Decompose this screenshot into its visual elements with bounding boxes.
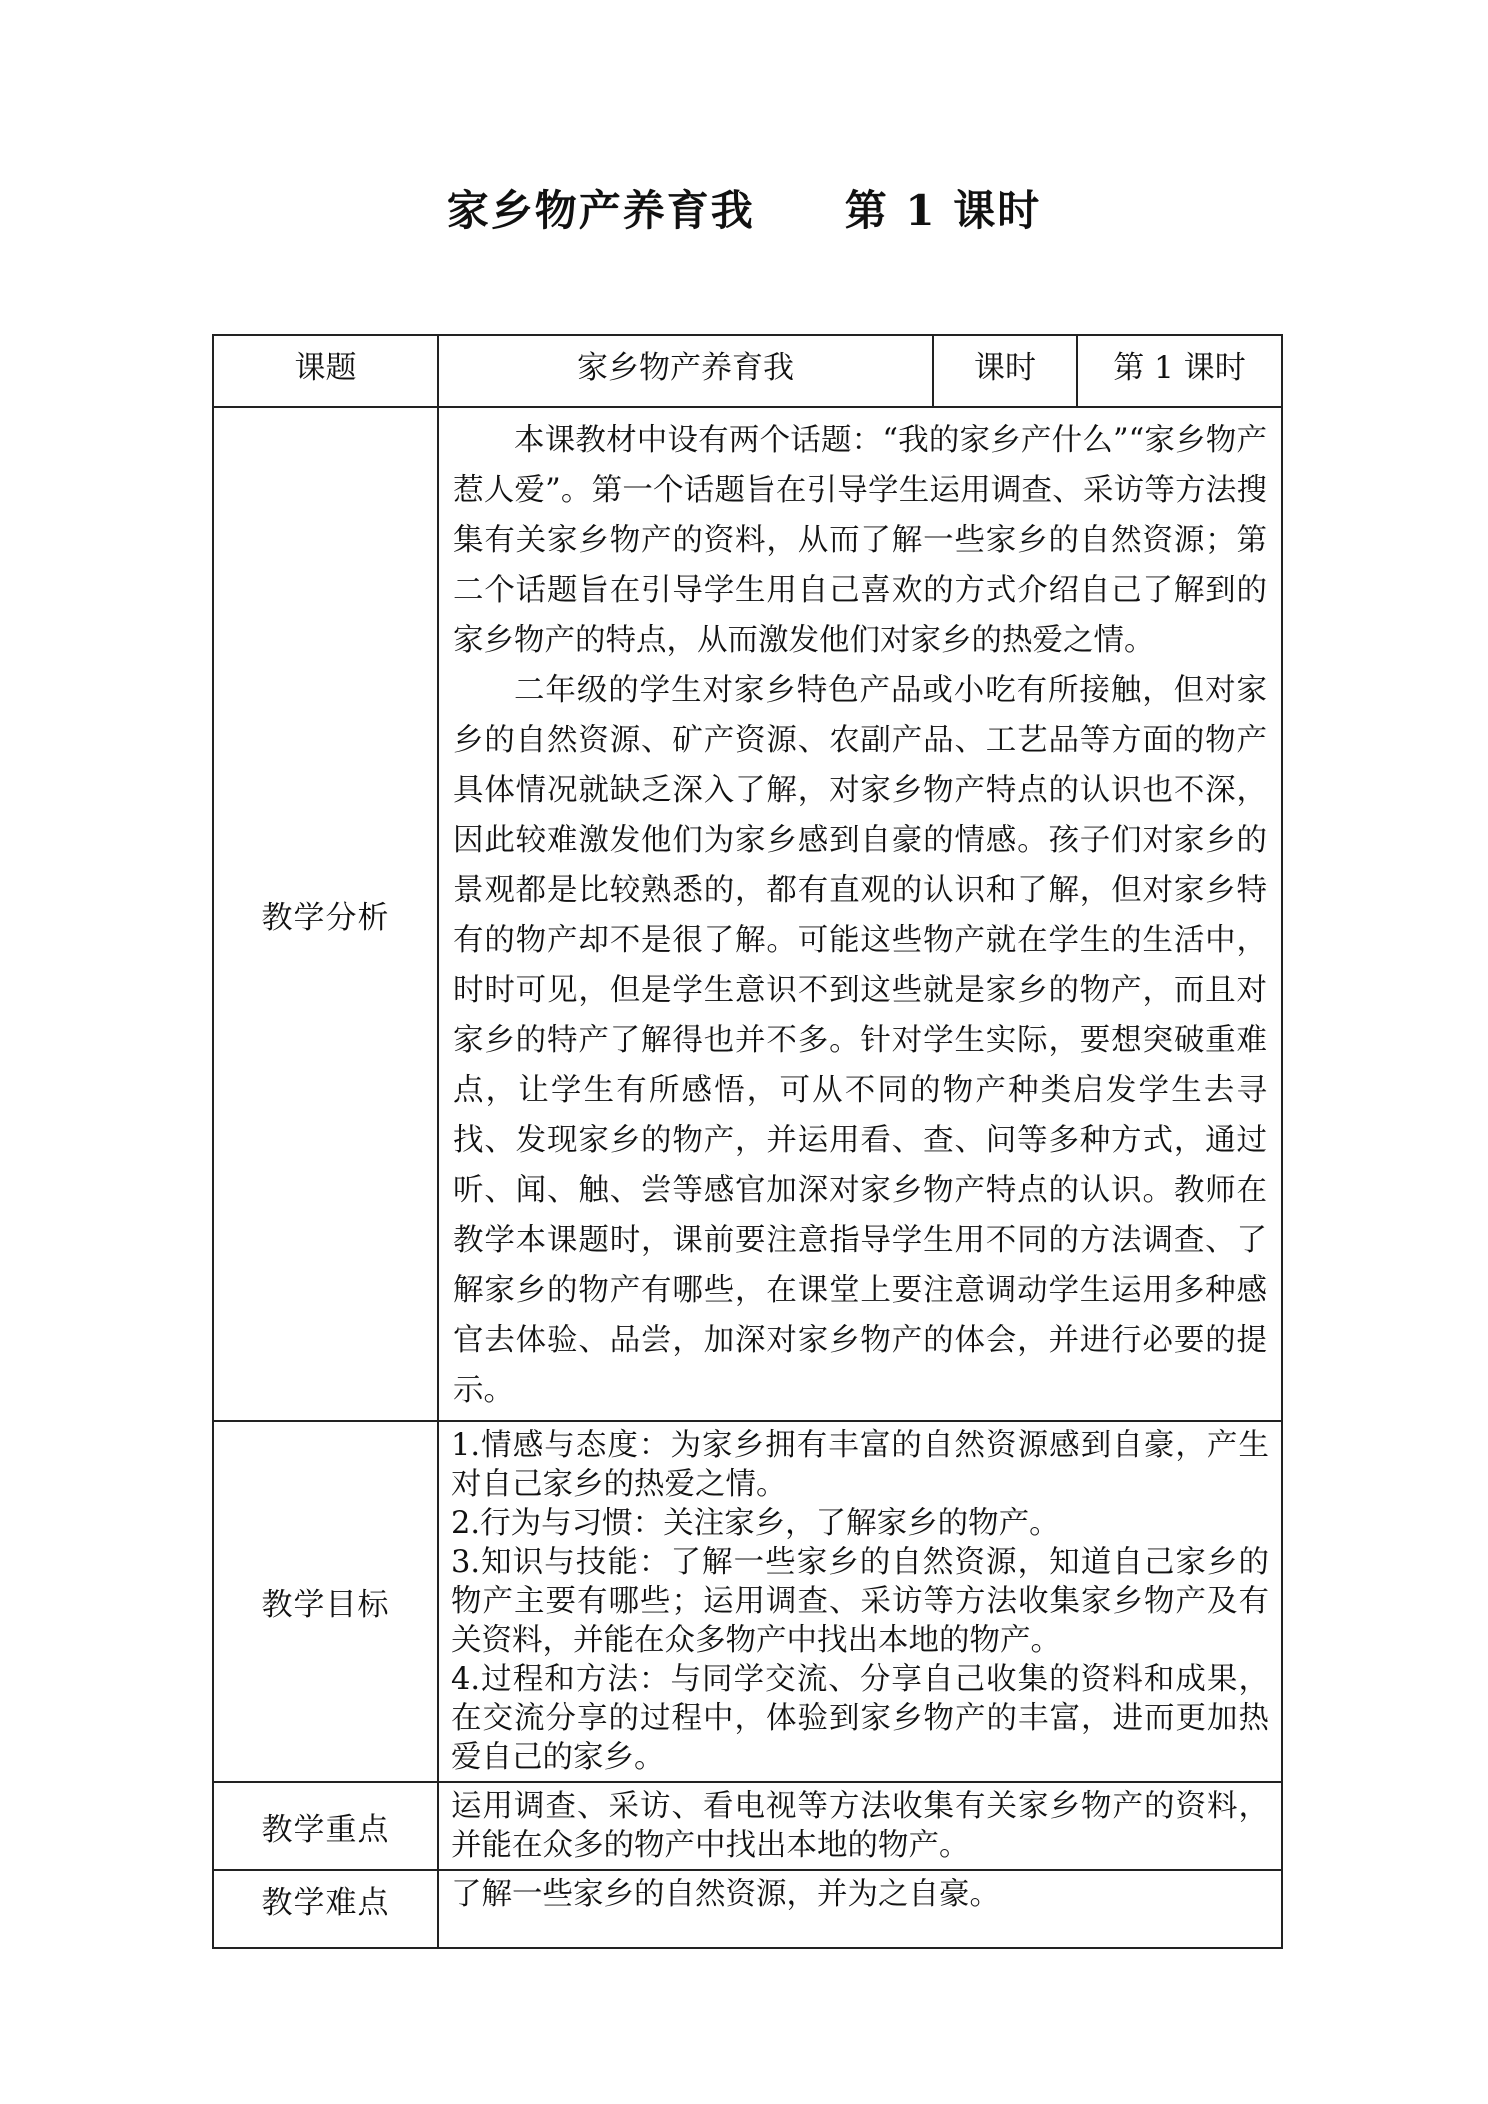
key-points-row bbox=[213, 1782, 1282, 1870]
goals-item: 4.过程和方法：与同学交流、分享自己收集的资料和成果，在交流分享的过程中，体验到家乡物产的丰富，进而更加热爱自己的家乡。 bbox=[451, 1662, 1269, 1775]
title-period: 第 1 课时 bbox=[844, 186, 1042, 235]
period-value-cell bbox=[1077, 335, 1282, 407]
key-points-content-cell bbox=[438, 1782, 1282, 1870]
period-value: 第 1 课时 bbox=[1113, 350, 1246, 386]
goals-item: 3.知识与技能：了解一些家乡的自然资源，知道自己家乡的物产主要有哪些；运用调查、采访等方法收集家乡物产及有关资料，并能在众多物产中找出本地的物产。 bbox=[451, 1545, 1269, 1658]
difficulties-label: 教学难点 bbox=[213, 1870, 438, 1948]
analysis-content-cell bbox=[438, 407, 1282, 1421]
topic-value: 家乡物产养育我 bbox=[577, 350, 794, 386]
header-row bbox=[213, 335, 1282, 407]
topic-label: 课题 bbox=[294, 350, 357, 386]
lesson-plan-table bbox=[212, 334, 1283, 1949]
key-points-content bbox=[439, 1783, 1281, 1869]
difficulties-row bbox=[213, 1870, 1282, 1948]
analysis-content bbox=[439, 408, 1281, 1420]
key-points-label: 教学重点 bbox=[213, 1782, 438, 1870]
goals-label: 教学目标 bbox=[213, 1421, 438, 1782]
goals-content-cell bbox=[438, 1421, 1282, 1782]
goals-item: 2.行为与习惯：关注家乡，了解家乡的物产。 bbox=[451, 1506, 1060, 1541]
difficulties-content bbox=[439, 1871, 1281, 1918]
period-label: 课时 bbox=[974, 350, 1036, 386]
goals-row bbox=[213, 1421, 1282, 1782]
analysis-paragraph: 本课教材中设有两个话题：“我的家乡产什么”“家乡物产惹人爱”。第一个话题旨在引导学生运用调查、采访等方法搜集有关家乡物产的资料，从而了解一些家乡的自然资源；第二个话题旨在引导学生用自己喜欢的方式介绍自己了解到的家乡物产的特点，从而激发他们对家乡的热爱之情。 bbox=[453, 423, 1267, 658]
analysis-label: 教学分析 bbox=[213, 407, 438, 1421]
goals-content bbox=[439, 1422, 1281, 1781]
key-points-text: 运用调查、采访、看电视等方法收集有关家乡物产的资料，并能在众多的物产中找出本地的物产。 bbox=[451, 1789, 1269, 1863]
title-main: 家乡物产养育我 bbox=[446, 186, 755, 235]
difficulties-text: 了解一些家乡的自然资源，并为之自豪。 bbox=[451, 1877, 1000, 1912]
goals-item: 1.情感与态度：为家乡拥有丰富的自然资源感到自豪，产生对自己家乡的热爱之情。 bbox=[451, 1428, 1269, 1502]
period-label-cell bbox=[933, 335, 1077, 407]
document-title bbox=[0, 178, 1488, 238]
difficulties-content-cell bbox=[438, 1870, 1282, 1948]
topic-value-cell bbox=[438, 335, 933, 407]
analysis-row bbox=[213, 407, 1282, 1421]
analysis-paragraph: 二年级的学生对家乡特色产品或小吃有所接触，但对家乡的自然资源、矿产资源、农副产品、工艺品等方面的物产具体情况就缺乏深入了解，对家乡物产特点的认识也不深，因此较难激发他们为家乡感到自豪的情感。孩子们对家乡的景观都是比较熟悉的，都有直观的认识和了解，但对家乡特有的物产却不是很了解。可能这些物产就在学生的生活中，时时可见，但是学生意识不到这些就是家乡的物产，而且对家乡的特产了解得也并不多。针对学生实际，要想突破重难点，让学生有所感悟，可从不同的物产种类启发学生去寻找、发现家乡的物产，并运用看、查、问等多种方式，通过听、闻、触、尝等感官加深对家乡物产特点的认识。教师在教学本课题时，课前要注意指导学生用不同的方法调查、了解家乡的物产有哪些，在课堂上要注意调动学生运用多种感官去体验、品尝，加深对家乡物产的体会，并进行必要的提示。 bbox=[453, 673, 1267, 1408]
topic-label-cell bbox=[213, 335, 438, 407]
